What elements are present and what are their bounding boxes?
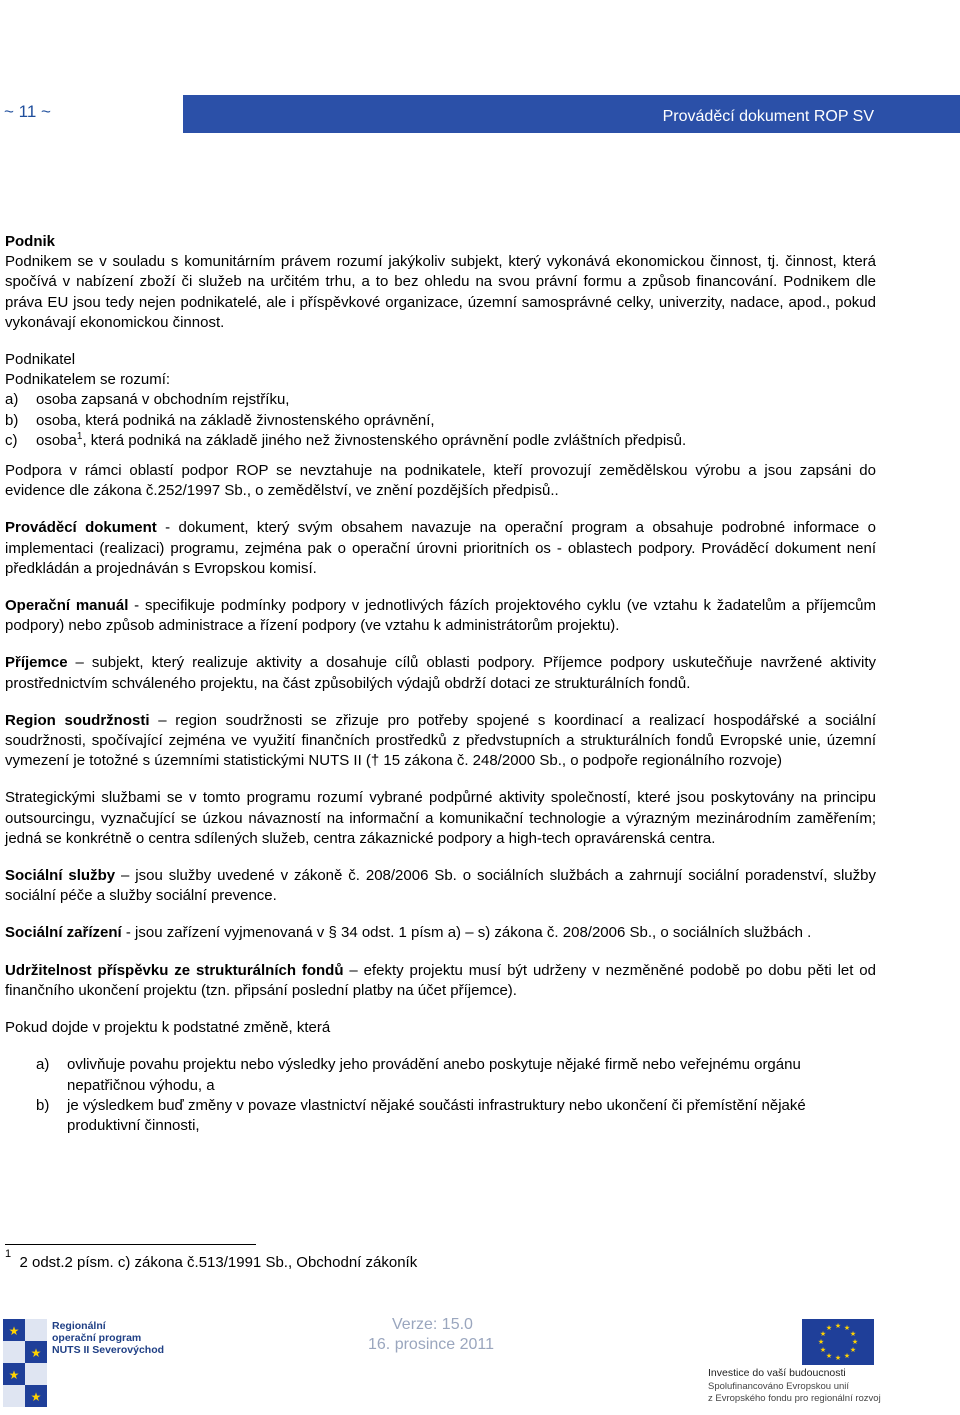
term-operacni-manual: Operační manuál (5, 597, 129, 615)
udrzitelnost-list (5, 1055, 876, 1136)
svg-text:★: ★ (825, 1353, 833, 1360)
term-prijemce: Příjemce (5, 654, 68, 672)
section-provadeci-dokument: Prováděcí dokument - dokument, který svým obsahem navazuje na operační program a obsahuje podrobné informace o implementaci (realizaci) programu, zejména pak o operační úrovni prioritních os - oblastech podpory. Prováděcí dokument není předkládán a projednáván s Evropskou komisí. (5, 519, 876, 577)
svg-text:★: ★ (30, 1390, 42, 1404)
footnote (5, 1248, 418, 1273)
svg-text:★: ★ (843, 1325, 851, 1332)
footnote-text: 2 odst.2 písm. c) zákona č.513/1991 Sb., Obchodní zákoník (19, 1254, 418, 1271)
svg-text:★: ★ (834, 1323, 842, 1330)
date-label: 16. prosince 2011 (368, 1336, 495, 1353)
podnik-text: Podnikem se v souladu s komunitárním právem rozumí jakýkoliv subjekt, který vykonává ekonomickou činnost, tj. činnost, která spočívá v nabízení zboží či služeb na určitém trhu, a to bez ohledu na svou právní formu a způsob financování. Podnikem dle práva EU jsou tedy nejen podnikatelé, ale i příspěvkové organizace, územní samosprávné celky, univerzity, nadace, apod., pokud vykonávají ekonomickou činnost. (5, 253, 876, 331)
version-label: Verze: 15.0 (392, 1316, 473, 1333)
footnote-divider (5, 1244, 256, 1245)
term-region: Region soudržnosti (5, 711, 150, 729)
term-podnik: Podnik (5, 233, 56, 250)
section-region: Region soudržnosti – region soudržnosti se zřizuje pro potřeby spojené s koordinací a realizací hospodářské a sociální soudržnosti, spočívající zejména ve využití finančních prostředků z předvstupních a strukturálních fondů Evropské unie, územní vymezení je totožné s územními statistickými NUTS II († 15 zákona č. 248/2000 Sb., o podpoře regionálního rozvoje) (5, 711, 876, 770)
term-provadeci-dokument: Prováděcí dokument (5, 519, 157, 537)
page-number: ~ 11 ~ (4, 102, 51, 121)
svg-text:★: ★ (819, 1331, 827, 1338)
svg-text:★: ★ (30, 1346, 42, 1360)
svg-text:★: ★ (8, 1324, 20, 1338)
footnote-ref[interactable]: 1 (76, 430, 83, 442)
section-strategicke-sluzby: Strategickými službami se v tomto programu rozumí vybrané podpůrné aktivity společností, které jsou poskytovány na principu outsourcingu, vyznačující se úzkou návazností na informační a komunikační technologie a výrazným mezinárodním zaměřením; jedná se konkrétně o centra sdílených služeb, centra zákaznické podpory a high-tech opravárenská centra. (5, 789, 876, 847)
svg-text:★: ★ (851, 1339, 859, 1346)
section-socialni-sluzby: Sociální služby – jsou služby uvedené v zákoně č. 208/2006 Sb. o sociálních službách a zahrnují sociální poradenství, služby sociální péče a služby sociální prevence. (5, 867, 876, 905)
section-socialni-zarizeni: Sociální zařízení - jsou zařízení vyjmenovaná v § 34 odst. 1 písm a) – s) zákona č. 208/2006 Sb., o sociálních službách . (5, 924, 812, 942)
svg-text:★: ★ (819, 1347, 827, 1354)
eu-logo: ★ ★ ★ ★ ★ ★ ★ ★ ★ ★ ★ ★ Investice do vaší budoucnosti Spolufinancováno Evropskou unií z Evropského fondu pro regionální rozvoj (672, 1317, 960, 1410)
term-socialni-sluzby: Sociální služby (5, 867, 116, 885)
footnote-mark: 1 (5, 1248, 12, 1260)
svg-text:★: ★ (8, 1368, 20, 1382)
svg-text:★: ★ (834, 1355, 842, 1362)
rop-logo: ★ ★ ★ ★ Regionální operační program NUTS II Severovýchod (0, 1317, 180, 1410)
podnikatel-intro: Podnikatelem se rozumí: (5, 371, 171, 389)
list-item: b) je výsledkem buď změny v povaze vlastnictví nějaké součásti infrastruktury nebo ukončení či přemístění nějaké produktivní činnosti, (36, 1096, 806, 1134)
podnikatel-note: Podpora v rámci oblastí podpor ROP se nevztahuje na podnikatele, kteří provozují zemědělskou výrobu a jsou zapsáni do evidence dle zákona č.252/1997 Sb., o zemědělství, ve znění pozdějších předpisů.. (5, 462, 876, 500)
svg-text:★: ★ (849, 1331, 857, 1338)
section-podnik (5, 232, 876, 333)
term-socialni-zarizeni: Sociální zařízení (5, 924, 122, 942)
section-prijemce: Příjemce – subjekt, který realizuje aktivity a dosahuje cílů oblasti podpory. Příjemce podpory uskutečňuje navržené aktivity prostřednictvím schváleného projektu, na část způsobilých výdajů obdrží dotaci ze strukturálních fondů. (5, 654, 876, 692)
list-item: a) ovlivňuje povahu projektu nebo výsledky jeho provádění anebo poskytuje nějaké firmě nebo veřejnému orgánu nepatřičnou výhodu, a (36, 1056, 801, 1094)
list-item: c) osoba$^1$, která podniká na základě jiného než živnostenského oprávnění podle zvláštních předpisů. (5, 430, 687, 449)
rop-flag-icon (0, 1317, 52, 1410)
eu-flag-icon (672, 1317, 960, 1367)
section-udrzitelnost: Udržitelnost příspěvku ze strukturálních fondů – efekty projektu musí být udrženy v nezměněné podobě po dobu pěti let od finančního ukončení projektu (tzn. připsání poslední platby na účet příjemce). (5, 961, 876, 999)
svg-text:★: ★ (849, 1347, 857, 1354)
udrzitelnost-intro: Pokud dojde v projektu k podstatné změně, která (5, 1019, 331, 1037)
svg-text:★: ★ (825, 1325, 833, 1332)
header-title: Prováděcí dokument ROP SV (662, 108, 874, 125)
list-item: a) osoba zapsaná v obchodním rejstříku, (5, 391, 290, 409)
svg-text:★: ★ (817, 1339, 825, 1346)
svg-text:★: ★ (843, 1353, 851, 1360)
section-podnikatel (5, 350, 876, 451)
document-body (5, 232, 876, 1136)
section-operacni-manual: Operační manuál - specifikuje podmínky podpory v jednotlivých fázích projektového cyklu (ve vztahu k žadatelům a příjemcům podpory) nebo způsob administrace a řízení podpory (ve vztahu k administrátorům projektu). (5, 597, 876, 635)
list-item: b) osoba, která podniká na základě živnostenského oprávnění, (5, 411, 435, 429)
term-podnikatel: Podnikatel (5, 351, 76, 369)
term-udrzitelnost: Udržitelnost příspěvku ze strukturálních fondů (5, 961, 344, 979)
